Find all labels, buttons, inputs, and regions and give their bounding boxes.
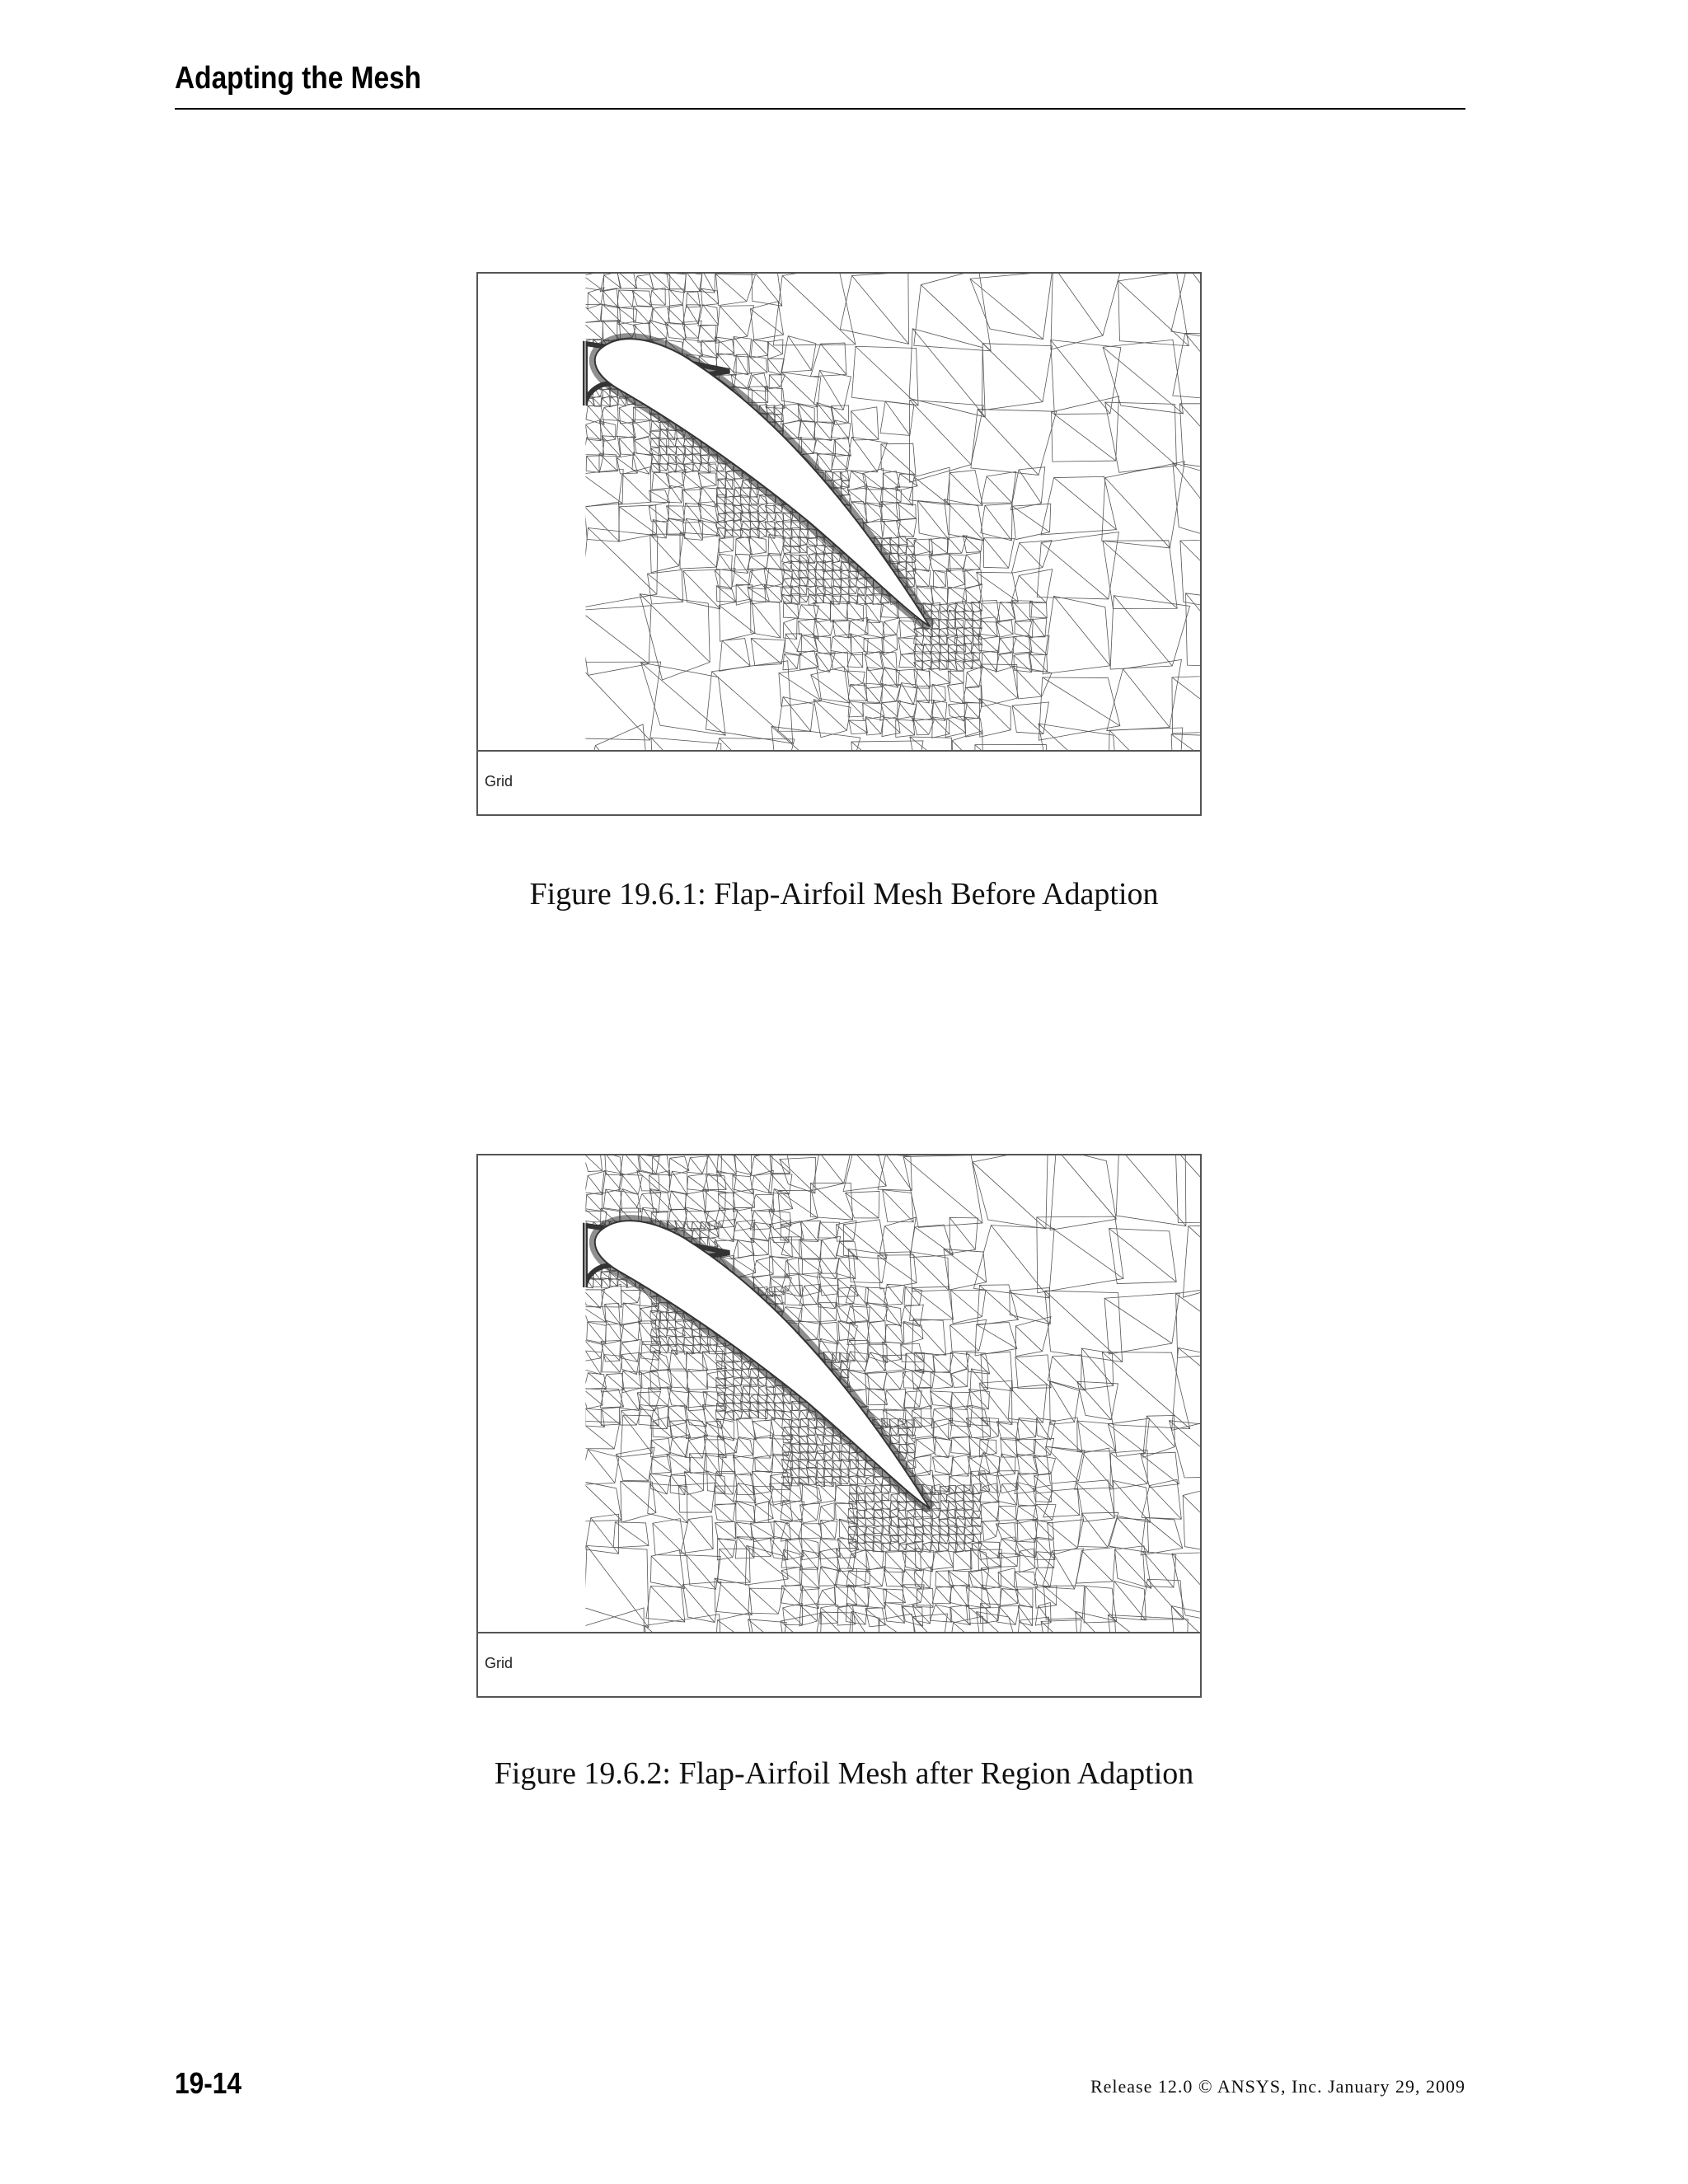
legend-box — [478, 750, 1200, 814]
figure-caption-2: Figure 19.6.2: Flap-Airfoil Mesh after Region Adaption — [494, 1756, 1194, 1791]
page-header-title: Adapting the Mesh — [175, 61, 422, 96]
mesh-plot-before-adaption — [478, 274, 1200, 750]
blank-region — [478, 1155, 585, 1632]
figure-mesh-after-adaption — [476, 1154, 1202, 1698]
legend-label: Grid — [485, 773, 513, 790]
header-rule — [175, 108, 1465, 110]
release-footer: Release 12.0 © ANSYS, Inc. January 29, 2009 — [1090, 2076, 1465, 2097]
mesh-plot-after-adaption — [478, 1155, 1200, 1632]
figure-caption-1: Figure 19.6.1: Flap-Airfoil Mesh Before Adaption — [529, 877, 1159, 912]
blank-region — [478, 274, 585, 750]
figure-mesh-before-adaption — [476, 272, 1202, 816]
legend-label: Grid — [485, 1655, 513, 1671]
legend-box — [478, 1632, 1200, 1696]
page-number: 19-14 — [175, 2066, 242, 2100]
